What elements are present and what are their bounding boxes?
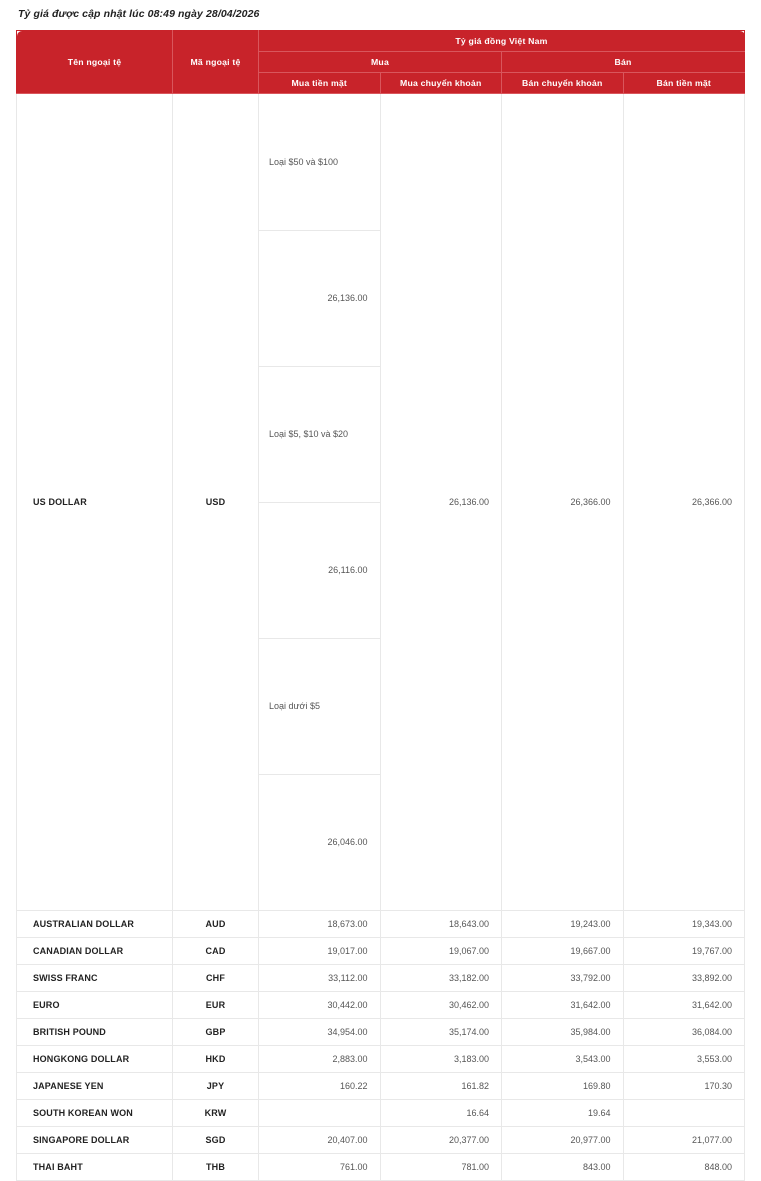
table-row — [17, 911, 745, 938]
cell-buy-transfer: 20,377.00 — [380, 1127, 502, 1154]
table-row — [17, 992, 745, 1019]
cell-currency-name: BRITISH POUND — [17, 1019, 173, 1046]
cell-buy-cash: 33,112.00 — [259, 965, 381, 992]
usd-denom-value-row — [259, 230, 380, 366]
table-row-usd — [17, 94, 745, 911]
header-buy-group: Mua — [259, 52, 502, 73]
cell-currency-name: HONGKONG DOLLAR — [17, 1046, 173, 1073]
update-timestamp-note: Tỷ giá được cập nhật lúc 08:49 ngày 28/04/2026 — [18, 8, 260, 20]
table-row — [17, 938, 745, 965]
usd-denom-value: 26,046.00 — [259, 774, 380, 910]
cell-sell-transfer: 843.00 — [502, 1154, 624, 1181]
cell-buy-transfer: 16.64 — [380, 1100, 502, 1127]
cell-sell-transfer: 19,243.00 — [502, 911, 624, 938]
usd-denom-label-row — [259, 638, 380, 774]
cell-sell-cash: 19,767.00 — [623, 938, 745, 965]
header-currency-code: Mã ngoại tệ — [173, 31, 259, 94]
cell-currency-code: THB — [173, 1154, 259, 1181]
cell-sell-transfer: 20,977.00 — [502, 1127, 624, 1154]
header-vnd-rate: Tỷ giá đồng Việt Nam — [259, 31, 745, 52]
exchange-rate-table — [16, 30, 745, 1181]
table-row — [17, 1019, 745, 1046]
cell-sell-cash — [623, 1100, 745, 1127]
cell-sell-transfer: 26,366.00 — [502, 94, 624, 911]
exchange-rate-table-container — [16, 30, 745, 1181]
cell-sell-cash: 19,343.00 — [623, 911, 745, 938]
usd-denom-value-row — [259, 774, 380, 910]
cell-currency-code: SGD — [173, 1127, 259, 1154]
cell-buy-transfer: 26,136.00 — [380, 94, 502, 911]
header-buy-cash: Mua tiền mặt — [259, 73, 381, 94]
cell-sell-transfer: 169.80 — [502, 1073, 624, 1100]
usd-denom-label: Loại dưới $5 — [259, 638, 380, 774]
cell-currency-code: USD — [173, 94, 259, 911]
cell-currency-code: EUR — [173, 992, 259, 1019]
cell-buy-cash: 761.00 — [259, 1154, 381, 1181]
usd-denomination-table — [259, 94, 380, 910]
cell-buy-cash: 20,407.00 — [259, 1127, 381, 1154]
cell-currency-name: EURO — [17, 992, 173, 1019]
table-body — [17, 94, 745, 1181]
table-row — [17, 1154, 745, 1181]
cell-buy-cash: 19,017.00 — [259, 938, 381, 965]
cell-currency-code: HKD — [173, 1046, 259, 1073]
table-header — [17, 31, 745, 94]
cell-currency-code: CAD — [173, 938, 259, 965]
usd-denom-value: 26,116.00 — [259, 502, 380, 638]
cell-buy-cash: 34,954.00 — [259, 1019, 381, 1046]
header-sell-group: Bán — [502, 52, 745, 73]
usd-denom-label: Loại $50 và $100 — [259, 94, 380, 230]
cell-buy-cash: 18,673.00 — [259, 911, 381, 938]
cell-currency-name: SWISS FRANC — [17, 965, 173, 992]
header-sell-cash: Bán tiền mặt — [623, 73, 745, 94]
usd-denom-value-row — [259, 502, 380, 638]
usd-denomination-body — [259, 94, 380, 910]
cell-sell-transfer: 31,642.00 — [502, 992, 624, 1019]
cell-buy-cash: 160.22 — [259, 1073, 381, 1100]
cell-buy-transfer: 161.82 — [380, 1073, 502, 1100]
header-sell-transfer: Bán chuyển khoản — [502, 73, 624, 94]
cell-buy-cash-denominations — [259, 94, 381, 911]
usd-denom-label: Loại $5, $10 và $20 — [259, 366, 380, 502]
cell-buy-transfer: 18,643.00 — [380, 911, 502, 938]
cell-sell-cash: 26,366.00 — [623, 94, 745, 911]
cell-sell-cash: 21,077.00 — [623, 1127, 745, 1154]
header-row-1 — [17, 31, 745, 52]
table-row — [17, 1073, 745, 1100]
usd-denom-label-row — [259, 94, 380, 230]
cell-currency-name: JAPANESE YEN — [17, 1073, 173, 1100]
header-currency-name: Tên ngoại tệ — [17, 31, 173, 94]
table-row — [17, 965, 745, 992]
usd-denom-label-row — [259, 366, 380, 502]
table-row — [17, 1046, 745, 1073]
cell-currency-code: JPY — [173, 1073, 259, 1100]
cell-buy-transfer: 781.00 — [380, 1154, 502, 1181]
cell-currency-name: SINGAPORE DOLLAR — [17, 1127, 173, 1154]
cell-currency-code: AUD — [173, 911, 259, 938]
cell-buy-cash: 2,883.00 — [259, 1046, 381, 1073]
cell-sell-cash: 36,084.00 — [623, 1019, 745, 1046]
table-row — [17, 1127, 745, 1154]
table-row — [17, 1100, 745, 1127]
cell-currency-name: AUSTRALIAN DOLLAR — [17, 911, 173, 938]
cell-sell-cash: 31,642.00 — [623, 992, 745, 1019]
usd-denom-value: 26,136.00 — [259, 230, 380, 366]
cell-buy-transfer: 33,182.00 — [380, 965, 502, 992]
cell-currency-name: SOUTH KOREAN WON — [17, 1100, 173, 1127]
cell-sell-cash: 33,892.00 — [623, 965, 745, 992]
cell-buy-transfer: 19,067.00 — [380, 938, 502, 965]
cell-sell-transfer: 35,984.00 — [502, 1019, 624, 1046]
cell-buy-transfer: 35,174.00 — [380, 1019, 502, 1046]
cell-buy-cash — [259, 1100, 381, 1127]
cell-buy-transfer: 30,462.00 — [380, 992, 502, 1019]
cell-currency-name: US DOLLAR — [17, 94, 173, 911]
cell-currency-name: CANADIAN DOLLAR — [17, 938, 173, 965]
cell-currency-code: CHF — [173, 965, 259, 992]
cell-buy-cash: 30,442.00 — [259, 992, 381, 1019]
cell-sell-cash: 848.00 — [623, 1154, 745, 1181]
cell-sell-cash: 3,553.00 — [623, 1046, 745, 1073]
cell-currency-name: THAI BAHT — [17, 1154, 173, 1181]
cell-sell-transfer: 33,792.00 — [502, 965, 624, 992]
cell-currency-code: GBP — [173, 1019, 259, 1046]
cell-sell-transfer: 19.64 — [502, 1100, 624, 1127]
cell-currency-code: KRW — [173, 1100, 259, 1127]
cell-buy-transfer: 3,183.00 — [380, 1046, 502, 1073]
cell-sell-cash: 170.30 — [623, 1073, 745, 1100]
header-buy-transfer: Mua chuyển khoản — [380, 73, 502, 94]
cell-sell-transfer: 19,667.00 — [502, 938, 624, 965]
cell-sell-transfer: 3,543.00 — [502, 1046, 624, 1073]
